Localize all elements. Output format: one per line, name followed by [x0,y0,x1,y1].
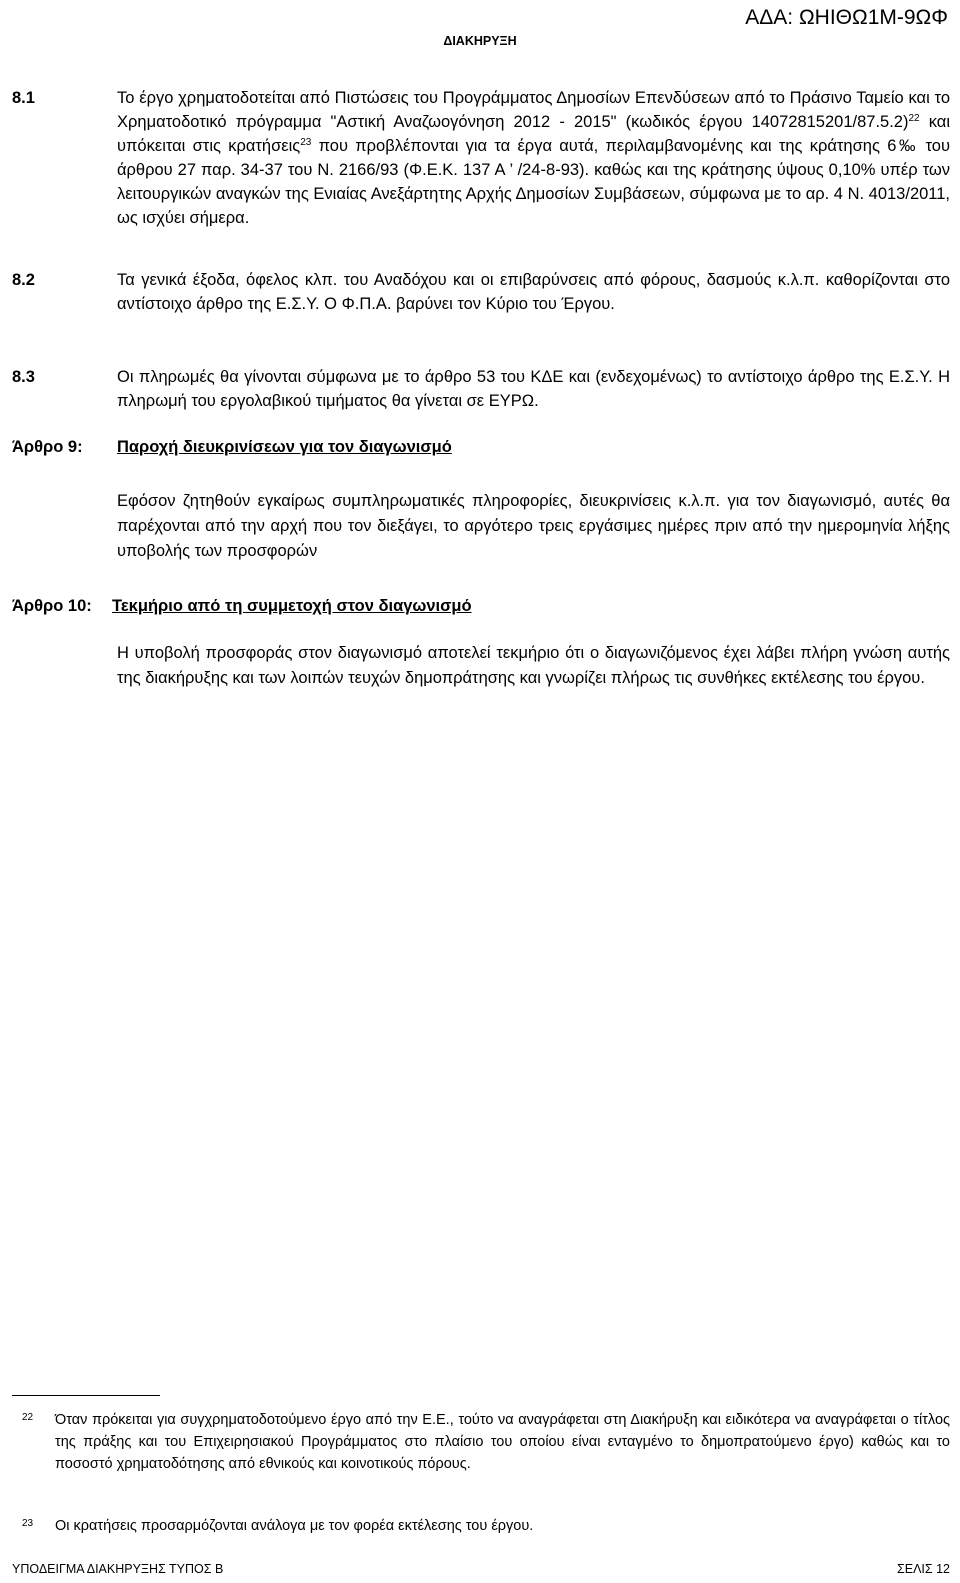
document-type: ΔΙΑΚΗΡΥΞΗ [443,34,517,48]
footer-template-label: ΥΠΟΔΕΙΓΜΑ ΔΙΑΚΗΡΥΞΗΣ ΤΥΠΟΣ Β [12,1562,224,1576]
article-10-title: Τεκμήριο από τη συμμετοχή στον διαγωνισμό [112,597,472,615]
footnote-text: Οι κρατήσεις προσαρμόζονται ανάλογα με τον φορέα εκτέλεσης του έργου. [55,1518,534,1534]
section-text: Οι πληρωμές θα γίνονται σύμφωνα με το άρθρο 53 του ΚΔΕ και (ενδεχομένως) το αντίστοιχο άρθρο της Ε.Σ.Υ. Η πληρωμή του εργολαβικού τιμήματος θα γίνεται σε ΕΥΡΩ. [117,368,950,410]
footnote-text: Όταν πρόκειται για συγχρηματοδοτούμενο έργο από την Ε.Ε., τούτο να αναγράφεται στη Διακήρυξη και ειδικότερα να αναγράφεται ο τίτλος της πράξης και του Επιχειρησιακού Προγράμματος στο πλαίσιο του οποίου είναι ενταγμένο το δημοπρατούμενο έργο) καθώς και το ποσοστό χρηματοδότησης από εθνικούς και κοινοτικούς πόρους. [55,1412,950,1472]
footnote-mark: 23 [22,1518,34,1529]
section-number: 8.3 [12,368,35,386]
article-10-body: Η υποβολή προσφοράς στον διαγωνισμό αποτελεί τεκμήριο ότι ο διαγωνιζόμενος έχει λάβει πλήρη γνώση αυτής της διακήρυξης και των λοιπών τευχών δημοπράτησης και γνωρίζει πλήρως τις συνθήκες εκτέλεσης του έργου. [117,644,950,687]
article-9-title: Παροχή διευκρινίσεων για τον διαγωνισμό [117,438,452,456]
footnote-mark: 22 [22,1412,34,1423]
section-text: Το έργο χρηματοδοτείται από Πιστώσεις του Προγράμματος Δημοσίων Επενδύσεων από το Πράσινο Ταμείο και το Χρηματοδοτικό πρόγραμμα "Αστική Αναζωογόνηση 2012 - 2015" (κωδικός έργου 14072815201/87.5.2)$^{22}$ και υπόκειται στις κρατήσεις$^{23}$ που προβλέπονται για τα έργα αυτά, περιλαμβανομένης και της κράτησης 6‰ του άρθρου 27 παρ. 34-37 του Ν. 2166/93 (Φ.Ε.Κ. 137 Α ’ /24-8-93). καθώς και της κράτησης ύψους 0,10% υπέρ των λειτουργικών αναγκών της Ενιαίας Ανεξάρτητης Αρχής Δημοσίων Συμβάσεων, σύμφωνα με το αρ. 4 Ν. 4013/2011, ως ισχύει σήμερα. [117,89,951,227]
article-10-label: Άρθρο 10: [12,597,92,615]
section-text: Τα γενικά έξοδα, όφελος κλπ. του Αναδόχου και οι επιβαρύνσεις από φόρους, δασμούς κ.λ.π. καθορίζονται στο αντίστοιχο άρθρο της Ε.Σ.Υ. Ο Φ.Π.Α. βαρύνει τον Κύριο του Έργου. [117,271,950,313]
page-number: ΣΕΛΙΣ 12 [897,1562,950,1576]
footnote-ref-22[interactable]: 22 [908,113,920,124]
footnote-ref-23[interactable]: 23 [300,137,312,148]
footnote-separator [12,1395,160,1396]
ada-code: ΑΔΑ: ΩΗΙΘΩ1Μ-9ΩΦ [745,6,948,29]
section-number: 8.2 [12,271,35,289]
article-9-label: Άρθρο 9: [12,438,83,456]
section-number: 8.1 [12,89,35,107]
article-9-body: Εφόσον ζητηθούν εγκαίρως συμπληρωματικές πληροφορίες, διευκρινίσεις κ.λ.π. για τον διαγωνισμό, αυτές θα παρέχονται από την αρχή που τον διεξάγει, το αργότερο τρεις εργάσιμες ημέρες πριν από την ημερομηνία λήξης υποβολής των προσφορών [117,492,950,560]
